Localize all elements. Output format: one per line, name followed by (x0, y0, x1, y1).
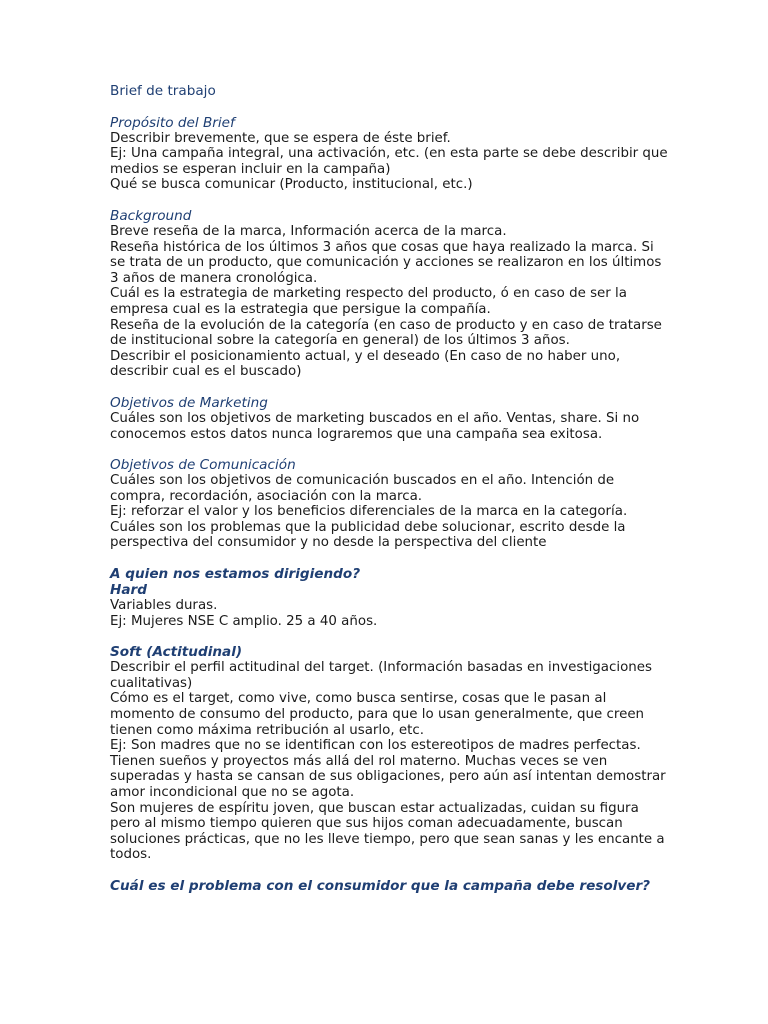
paragraph: Cuáles son los objetivos de comunicación buscados en el año. Intención de compra, recordación, asociación con la marca. (110, 473, 615, 504)
paragraph: Ej: Una campaña integral, una activación, etc. (en esta parte se debe describir que medios se esperan incluir en la campaña) (110, 146, 668, 177)
section-target (110, 566, 670, 629)
paragraph: Qué se busca comunicar (Producto, institucional, etc.) (110, 177, 473, 193)
paragraph: Ej: reforzar el valor y los beneficios diferenciales de la marca en la categoría. (110, 504, 628, 520)
paragraph: Reseña de la evolución de la categoría (en caso de producto y en caso de tratarse de institucional sobre la categoría en general) de los últimos 3 años. (110, 317, 662, 349)
section-proposito (110, 115, 670, 193)
paragraph: Describir brevemente, que se espera de éste brief. (110, 130, 451, 146)
paragraph: Cuál es la estrategia de marketing respecto del producto, ó en caso de ser la empresa cual es la estrategia que persigue la compañía. (110, 286, 627, 317)
section-heading: A quien nos estamos dirigiendo? (110, 566, 361, 583)
section-objetivos-marketing (110, 395, 670, 442)
subsection-heading-hard: Hard (110, 582, 147, 599)
section-heading: Objetivos de Comunicación (110, 457, 296, 474)
section-heading: Propósito del Brief (110, 114, 235, 131)
section-heading: Soft (Actitudinal) (110, 644, 243, 661)
section-heading: Cuál es el problema con el consumidor que la campaña debe resolver? (110, 877, 651, 894)
paragraph: Cómo es el target, como vive, como busca sentirse, cosas que le pasan al momento de consumo del producto, para que lo usan generalmente, que creen tienen como máxima retribución al usarlo, etc. (110, 691, 645, 738)
section-heading: Background (110, 207, 192, 224)
paragraph: Cuáles son los problemas que la publicidad debe solucionar, escrito desde la perspectiva del consumidor y no desde la perspectiva del cliente (110, 519, 626, 551)
paragraph: Son mujeres de espíritu joven, que buscan estar actualizadas, cuidan su figura pero al mismo tiempo quieren que sus hijos coman adecuadamente, buscan soluciones prácticas, que no les lleve tiempo, pero que sean sanas y les encante a todos. (110, 800, 665, 863)
section-objetivos-comunicacion (110, 457, 670, 551)
paragraph: Ej: Mujeres NSE C amplio. 25 a 40 años. (110, 613, 378, 629)
paragraph: Describir el perfil actitudinal del target. (Información basadas en investigaciones cualitativas) (110, 660, 652, 691)
document-body (110, 84, 670, 909)
paragraph: Describir el posicionamiento actual, y el deseado (En caso de no haber uno, describir cual es el buscado) (110, 348, 621, 380)
section-background (110, 208, 670, 380)
document-title: Brief de trabajo (110, 83, 216, 99)
paragraph: Variables duras. (110, 598, 218, 614)
paragraph: Breve reseña de la marca, Información acerca de la marca. (110, 223, 507, 239)
section-heading: Objetivos de Marketing (110, 394, 268, 411)
section-problema (110, 878, 670, 894)
paragraph: Cuáles son los objetivos de marketing buscados en el año. Ventas, share. Si no conocemos estos datos nunca lograremos que una campaña sea exitosa. (110, 410, 640, 442)
paragraph: Reseña histórica de los últimos 3 años que cosas que haya realizado la marca. Si se trata de un producto, que comunicación y acciones se realizaron en los últimos 3 años de manera cronológica. (110, 239, 662, 286)
paragraph: Ej: Son madres que no se identifican con los estereotipos de madres perfectas. Tienen sueños y proyectos más allá del rol materno. Muchas veces se ven superadas y hasta se cansan de sus obligaciones, pero aún así intentan demostrar amor incondicional que no se agota. (110, 738, 666, 800)
section-soft (110, 644, 670, 863)
